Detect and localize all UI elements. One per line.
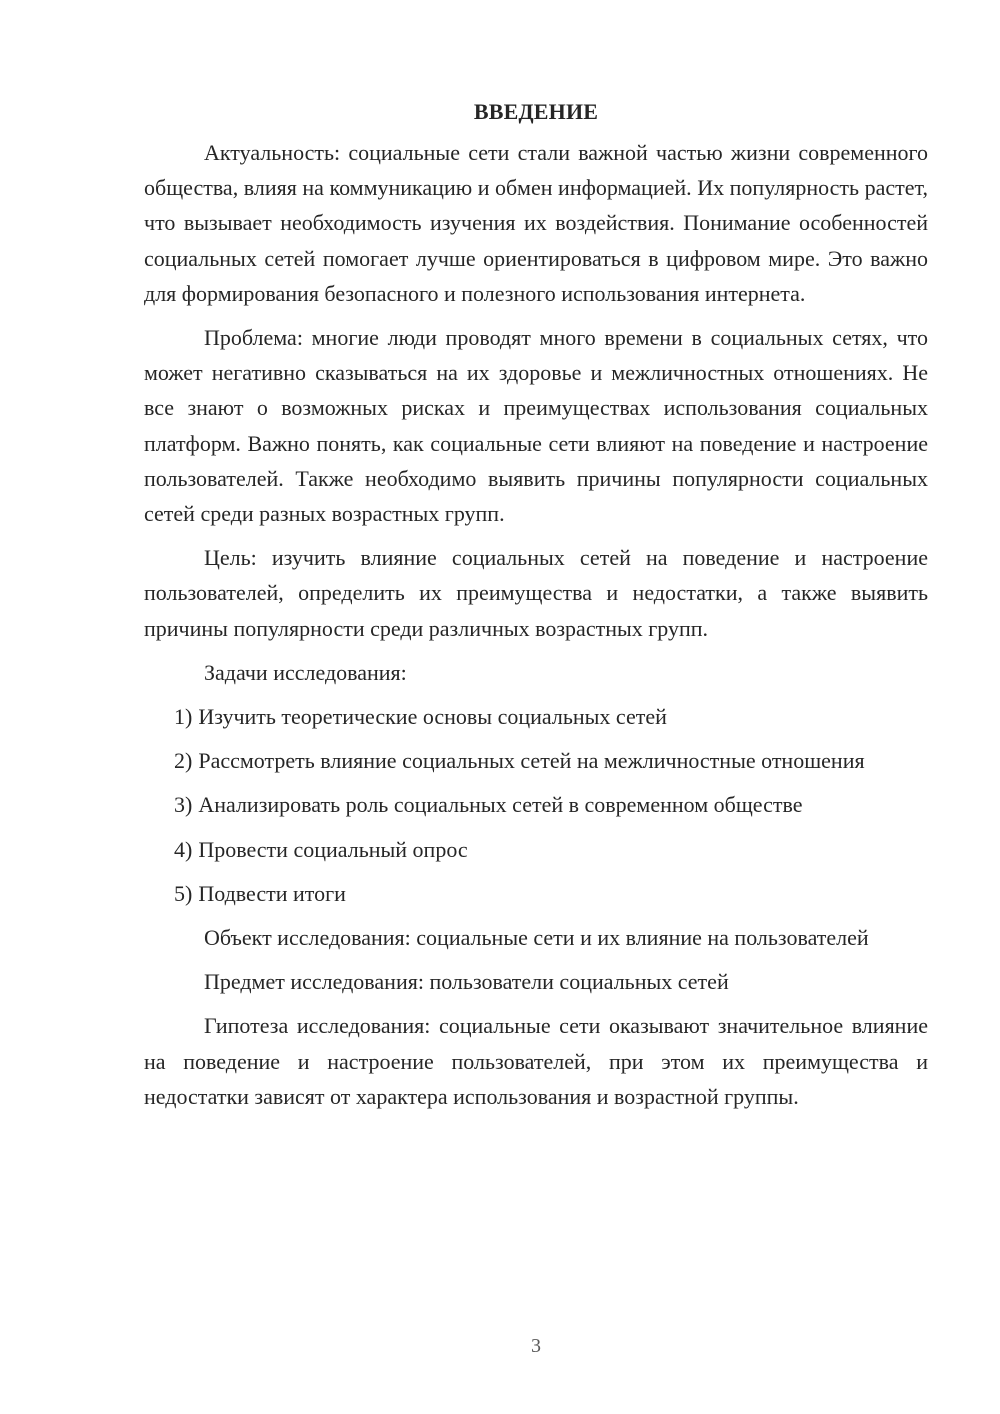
task-text: Анализировать роль социальных сетей в современном обществе [198, 792, 803, 818]
task-text: Изучить теоретические основы социальных сетей [198, 704, 667, 730]
task-item-4 [144, 832, 928, 867]
task-text: Провести социальный опрос [198, 836, 468, 862]
object-paragraph: Объект исследования: социальные сети и их влияние на пользователей [204, 925, 869, 951]
task-number: 4) [174, 836, 193, 862]
task-number: 3) [174, 792, 193, 818]
task-item-2 [144, 743, 928, 778]
goal-paragraph: Цель: изучить влияние социальных сетей на поведение и настроение пользователей, определить их преимущества и недостатки, а также выявить причины популярности среди различных возрастных групп. [144, 545, 928, 641]
page-number: 3 [531, 1335, 541, 1357]
page-content [144, 94, 928, 1123]
task-text: Рассмотреть влияние социальных сетей на межличностные отношения [198, 748, 865, 774]
subject-paragraph: Предмет исследования: пользователи социальных сетей [204, 969, 729, 995]
tasks-heading: Задачи исследования: [204, 659, 407, 685]
hypothesis-paragraph: Гипотеза исследования: социальные сети оказывают значительное влияние на поведение и настроение пользователей, при этом их преимущества и недостатки зависят от характера использования и возрастной группы. [144, 1013, 928, 1109]
problem-paragraph: Проблема: многие люди проводят много времени в социальных сетях, что может негативно сказываться на их здоровье и межличностных отношениях. Не все знают о возможных рисках и преимуществах использования социальных платформ. Важно понять, как социальные сети влияют на поведение и настроение пользователей. Также необходимо выявить причины популярности социальных сетей среди разных возрастных групп. [144, 325, 928, 527]
task-number: 2) [174, 748, 193, 774]
task-item-3 [144, 787, 928, 822]
task-item-1 [144, 699, 928, 734]
relevance-paragraph: Актуальность: социальные сети стали важной частью жизни современного общества, влияя на коммуникацию и обмен информацией. Их популярность растет, что вызывает необходимость изучения их воздействия. Понимание особенностей социальных сетей помогает лучше ориентироваться в цифровом мире. Это важно для формирования безопасного и полезного использования интернета. [144, 140, 928, 306]
task-number: 1) [174, 704, 193, 730]
task-number: 5) [174, 880, 193, 906]
section-title: ВВЕДЕНИЕ [473, 99, 599, 124]
task-text: Подвести итоги [198, 880, 346, 906]
task-item-5 [144, 876, 928, 911]
